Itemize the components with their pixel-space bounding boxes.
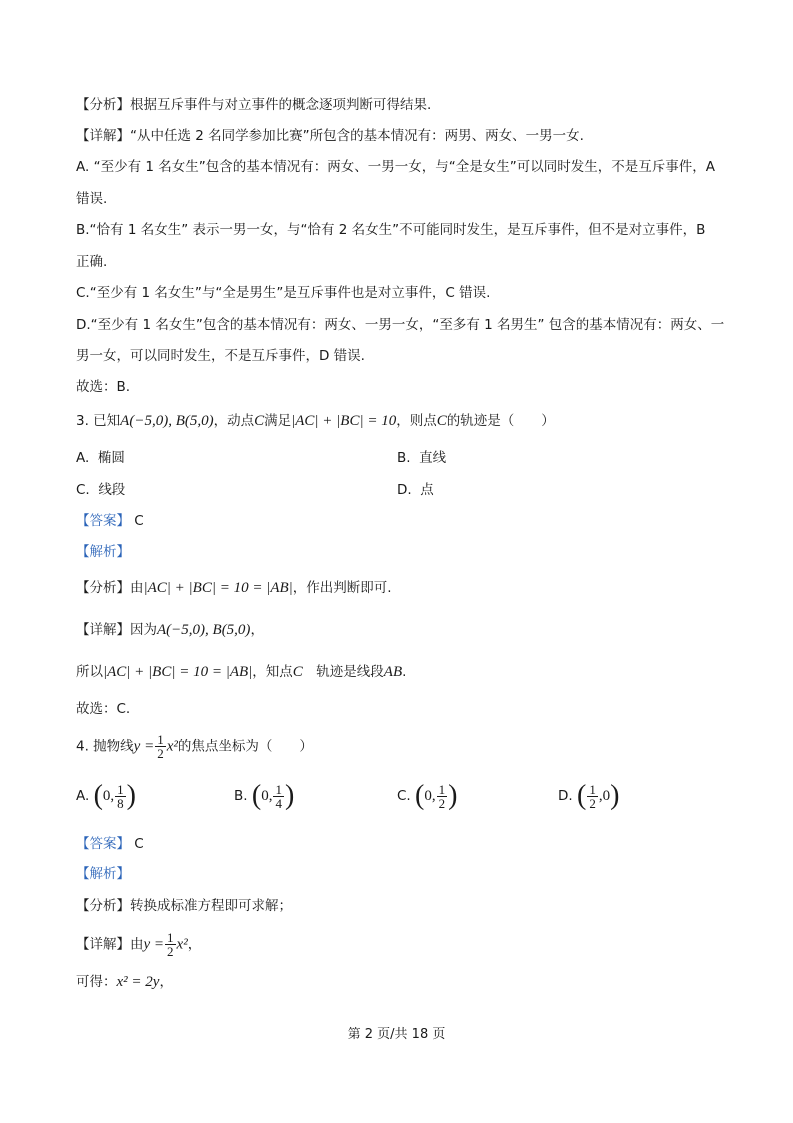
analysis-tag: 【分析】	[76, 97, 130, 113]
q3-answer: 【答案】 C	[76, 513, 144, 529]
q3-option-b: B. 直线	[397, 450, 447, 466]
q2-detail-line: 【详解】“从中任选 2 名同学参加比赛”所包含的基本情况有：两男、两女、一男一女.	[76, 128, 584, 144]
q4-option-d: D. ( $\frac{1}{2}$ ,0)	[558, 780, 620, 811]
q2-choice: 故选：B.	[76, 379, 131, 395]
q2-option-c-line: C.“至少有 1 名女生”与“全是男生”是互斥事件也是对立事件，C 错误.	[76, 285, 491, 301]
q3-jiexi	[76, 542, 733, 562]
q4-detail: 【详解】由y = $\frac{1}{2}$ x²，	[76, 930, 202, 959]
answer-tag: 【答案】	[76, 513, 130, 529]
q4-stem: 4. 抛物线y = $\frac{1}{2}$ x²的焦点坐标为（ ）	[76, 732, 313, 761]
q3-choice: 故选：C.	[76, 701, 131, 717]
detail-tag: 【详解】	[76, 128, 130, 144]
q3-points: A(−5,0), B(5,0)	[120, 413, 214, 429]
fraction: $\frac{1}{4}$	[275, 781, 282, 811]
fraction: $\frac{1}{2}$	[167, 930, 174, 959]
q4-option-c: C. (0, $\frac{1}{2}$ )	[397, 780, 458, 811]
q3-detail: 【详解】因为A(−5,0), B(5,0)，	[76, 622, 264, 638]
q3-stem: 3. 已知A(−5,0), B(5,0)，动点C满足|AC| + |BC| = 10，则点C的轨迹是（ ）	[76, 413, 555, 429]
q4-answer: 【答案】 C	[76, 836, 144, 852]
fraction: $\frac{1}{8}$	[117, 781, 124, 811]
q3-conclusion: 所以|AC| + |BC| = 10 = |AB|，知点C 轨迹是线段AB.	[76, 664, 407, 680]
q2-option-d-line2: 男一女，可以同时发生，不是互斥事件，D 错误.	[76, 348, 365, 364]
q3-option-d: D. 点	[397, 482, 434, 498]
q3-condition: |AC| + |BC| = 10	[291, 413, 397, 429]
answer-tag: 【答案】	[76, 836, 130, 852]
q2-option-a-line1: A. “至少有 1 名女生”包含的基本情况有：两女、一男一女，与“全是女生”可以同时发生，不是互斥事件，A	[76, 159, 715, 175]
q2-option-b-line2: 正确.	[76, 254, 108, 270]
page-footer: 第 2 页/共 18 页	[347, 1027, 446, 1042]
fraction: $\frac{1}{2}$	[589, 781, 596, 811]
q4-result: 可得：x² = 2y，	[76, 974, 173, 990]
q2-option-a-line2: 错误.	[76, 191, 108, 207]
q3-analysis: 【分析】由|AC| + |BC| = 10 = |AB|，作出判断即可.	[76, 580, 392, 596]
fraction: $\frac{1}{2}$	[438, 781, 446, 811]
q4-option-b: B. (0, $\frac{1}{4}$ )	[234, 780, 295, 811]
q2-option-b-line1: B.“恰有 1 名女生” 表示一男一女，与“恰有 2 名女生”不可能同时发生，是互斥事件，但不是对立事件，B	[76, 222, 706, 238]
fraction: $\frac{1}{2}$	[157, 732, 164, 761]
q2-option-d-line1: D.“至少有 1 名女生”包含的基本情况有：两女、一男一女，“至多有 1 名男生” 包含的基本情况有：两女、一	[76, 317, 725, 333]
q3-option-c: C. 线段	[76, 482, 126, 498]
jiexi-tag: 【解析】	[76, 866, 130, 882]
q4-analysis: 【分析】转换成标准方程即可求解；	[76, 898, 292, 914]
q4-option-a: A. (0, $\frac{1}{8}$ )	[76, 780, 136, 811]
q4-jiexi	[76, 864, 733, 884]
q3-option-a: A. 椭圆	[76, 450, 125, 466]
q2-analysis-line: 【分析】根据互斥事件与对立事件的概念逐项判断可得结果.	[76, 97, 432, 113]
jiexi-tag: 【解析】	[76, 544, 130, 560]
